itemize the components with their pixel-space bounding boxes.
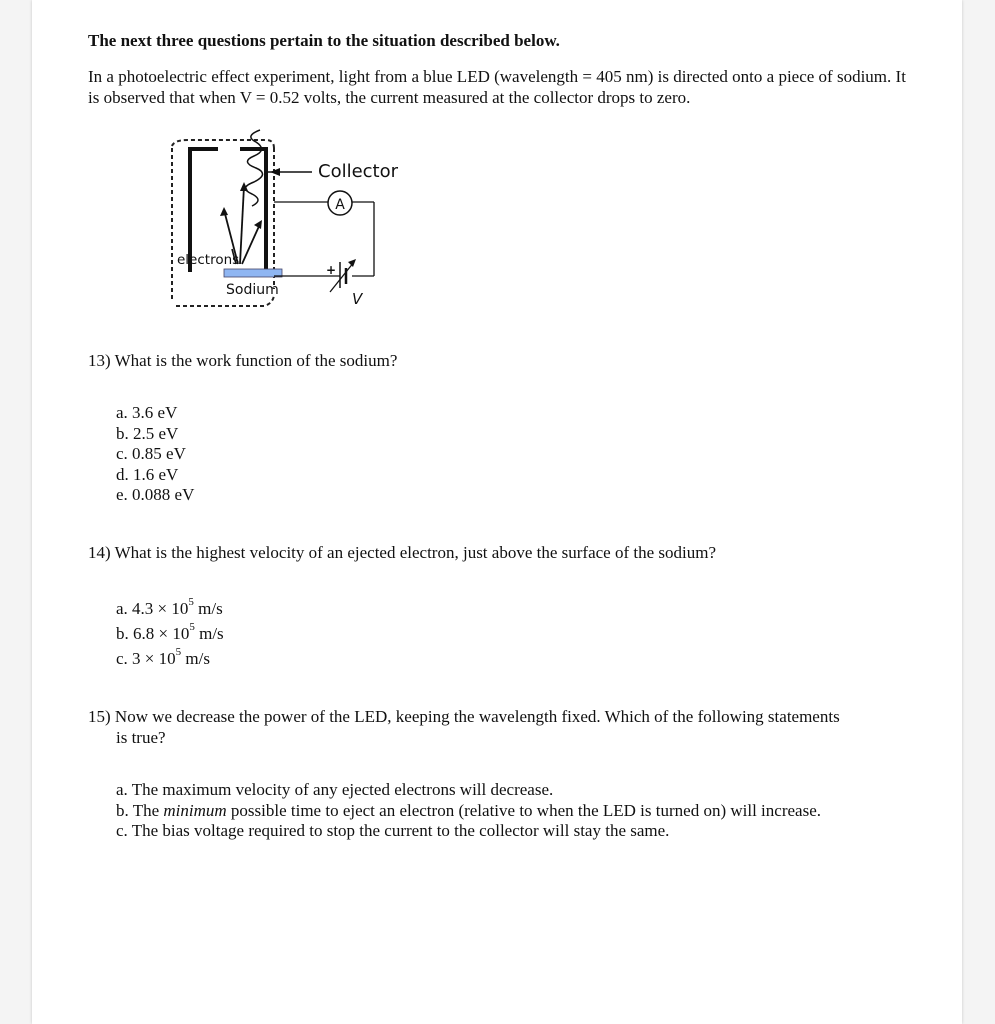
- electron-arrow-middle: [240, 186, 244, 264]
- question-13-options: [116, 403, 194, 506]
- document-page: [32, 0, 962, 1024]
- question-14-option: a. $4.3 \times 10^5$ m/s: [116, 596, 223, 618]
- question-15-option-c: c. The bias voltage required to stop the current to the collector will stay the same.: [116, 821, 670, 840]
- question-13-option: c. 0.85 eV: [116, 444, 186, 463]
- question-13-option: a. 3.6 eV: [116, 403, 178, 422]
- ammeter-label: A: [335, 197, 345, 213]
- section-heading: The next three questions pertain to the situation described below.: [88, 31, 560, 50]
- question-13-option: d. 1.6 eV: [116, 464, 179, 484]
- plus-label: +: [326, 263, 337, 277]
- question-15-options: [116, 780, 821, 842]
- electrons-label: electrons: [177, 252, 240, 268]
- sodium-label: Sodium: [226, 282, 279, 298]
- question-15-option-a: a. The maximum velocity of any ejected electrons will decrease.: [116, 780, 554, 799]
- photoelectric-diagram: [140, 124, 420, 324]
- electron-arrowhead-left: [220, 207, 228, 216]
- question-15-prompt-line2: is true?: [116, 728, 166, 747]
- sodium-plate: [224, 269, 282, 277]
- question-13-prompt: 13) What is the work function of the sodium?: [88, 351, 398, 370]
- question-15-prompt-line1: 15) Now we decrease the power of the LED, keeping the wavelength fixed. Which of the following statements: [88, 707, 840, 726]
- voltage-label: V: [352, 290, 363, 308]
- question-13-option: e. 0.088 eV: [116, 485, 195, 504]
- variable-arrowhead: [348, 259, 356, 267]
- intro-paragraph: In a photoelectric effect experiment, light from a blue LED (wavelength = 405 nm) is directed onto a piece of sodium. It is observed that when V = 0.52 volts, the current measured at the collector drops to zero.: [88, 67, 906, 107]
- electron-arrow-right: [242, 224, 260, 264]
- question-14-option: c. $3 \times 10^5$ m/s: [116, 646, 210, 668]
- question-13-option: b. 2.5 eV: [116, 423, 179, 443]
- question-14-option: b. $6.8 \times 10^5$ m/s: [116, 621, 224, 643]
- question-14-prompt: 14) What is the highest velocity of an ejected electron, just above the surface of the sodium?: [88, 543, 717, 562]
- question-14-options: [116, 596, 224, 671]
- collector-label: Collector: [318, 161, 399, 182]
- question-15-option-b: b. The minimum possible time to eject an electron (relative to when the LED is turned on) will increase.: [116, 800, 821, 820]
- light-wave: [245, 130, 262, 206]
